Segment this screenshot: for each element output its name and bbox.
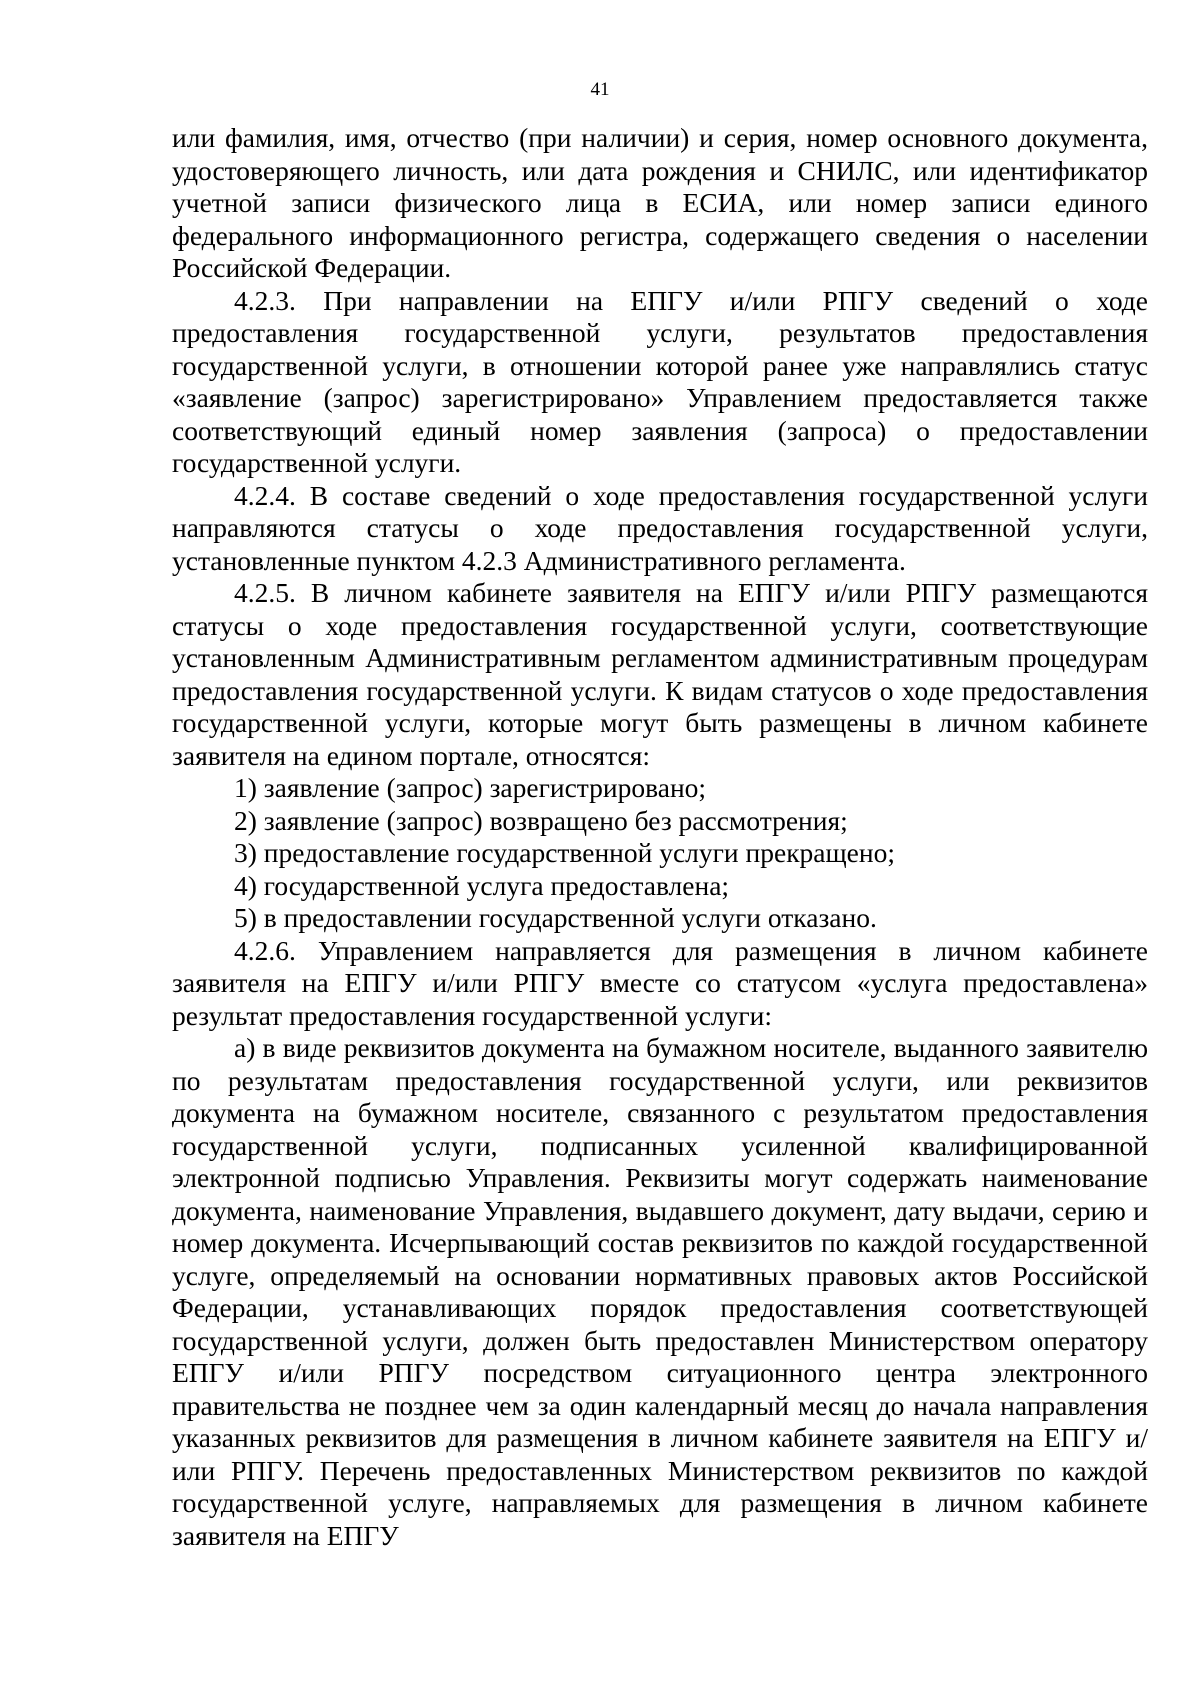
paragraph-continuation: или фамилия, имя, отчество (при наличии) и серия, номер основного документа, удостоверяющего личность, или дата рождения и СНИЛС, или идентификатор учетной записи физического лица в ЕСИА, или номер записи единого федерального информационного регистра, содержащего сведения о населении Российской Федерации. bbox=[172, 122, 1148, 283]
paragraph-4-2-5: 4.2.5. В личном кабинете заявителя на ЕПГУ и/или РПГУ размещаются статусы о ходе предоставления государственной услуги, соответствующие установленным Административным регламентом административным процедурам предоставления государственной услуги. К видам статусов о ходе предоставления государственной услуги, которые могут быть размещены в личном кабинете заявителя на едином портале, относятся: bbox=[172, 577, 1148, 771]
list-item-status-3: 3) предоставление государственной услуги прекращено; bbox=[234, 837, 895, 868]
list-item-status-5: 5) в предоставлении государственной услуги отказано. bbox=[234, 902, 877, 933]
paragraph-4-2-6: 4.2.6. Управлением направляется для размещения в личном кабинете заявителя на ЕПГУ и/или РПГУ вместе со статусом «услуга предоставлена» результат предоставления государственной услуги: bbox=[172, 934, 1148, 1031]
list-item-status-1: 1) заявление (запрос) зарегистрировано; bbox=[234, 772, 707, 803]
page-number: 41 bbox=[590, 79, 610, 100]
paragraph-4-2-4: 4.2.4. В составе сведений о ходе предоставления государственной услуги направляются статусы о ходе предоставления государственной услуги, установленные пунктом 4.2.3 Административного регламента. bbox=[172, 479, 1148, 576]
paragraph-4-2-3: 4.2.3. При направлении на ЕПГУ и/или РПГУ сведений о ходе предоставления государственной услуги, результатов предоставления государственной услуги, в отношении которой ранее уже направлялись статус «заявление (запрос) зарегистрировано» Управлением предоставляется также соответствующий единый номер заявления (запроса) о предоставлении государственной услуги. bbox=[172, 284, 1148, 478]
list-item-status-2: 2) заявление (запрос) возвращено без рассмотрения; bbox=[234, 804, 848, 836]
document-body bbox=[172, 122, 1148, 1552]
list-item-status-4: 4) государственной услуга предоставлена; bbox=[234, 869, 730, 901]
paragraph-subitem-a: а) в виде реквизитов документа на бумажном носителе, выданного заявителю по результатам предоставления государственной услуги, или реквизитов документа на бумажном носителе, связанного с результатом предоставления государственной услуги, подписанных усиленной квалифицированной электронной подписью Управления. Реквизиты могут содержать наименование документа, наименование Управления, выдавшего документ, дату выдачи, серию и номер документа. Исчерпывающий состав реквизитов по каждой государственной услуге, определяемый на основании нормативных правовых актов Российской Федерации, устанавливающих порядок предоставления соответствующей государственной услуги, должен быть предоставлен Министерством оператору ЕПГУ и/или РПГУ посредством ситуационного центра электронного правительства не позднее чем за один календарный месяц до начала направления указанных реквизитов для размещения в личном кабинете заявителя на ЕПГУ и/или РПГУ. Перечень предоставленных Министерством реквизитов по каждой государственной услуге, направляемых для размещения в личном кабинете заявителя на ЕПГУ bbox=[172, 1032, 1148, 1551]
